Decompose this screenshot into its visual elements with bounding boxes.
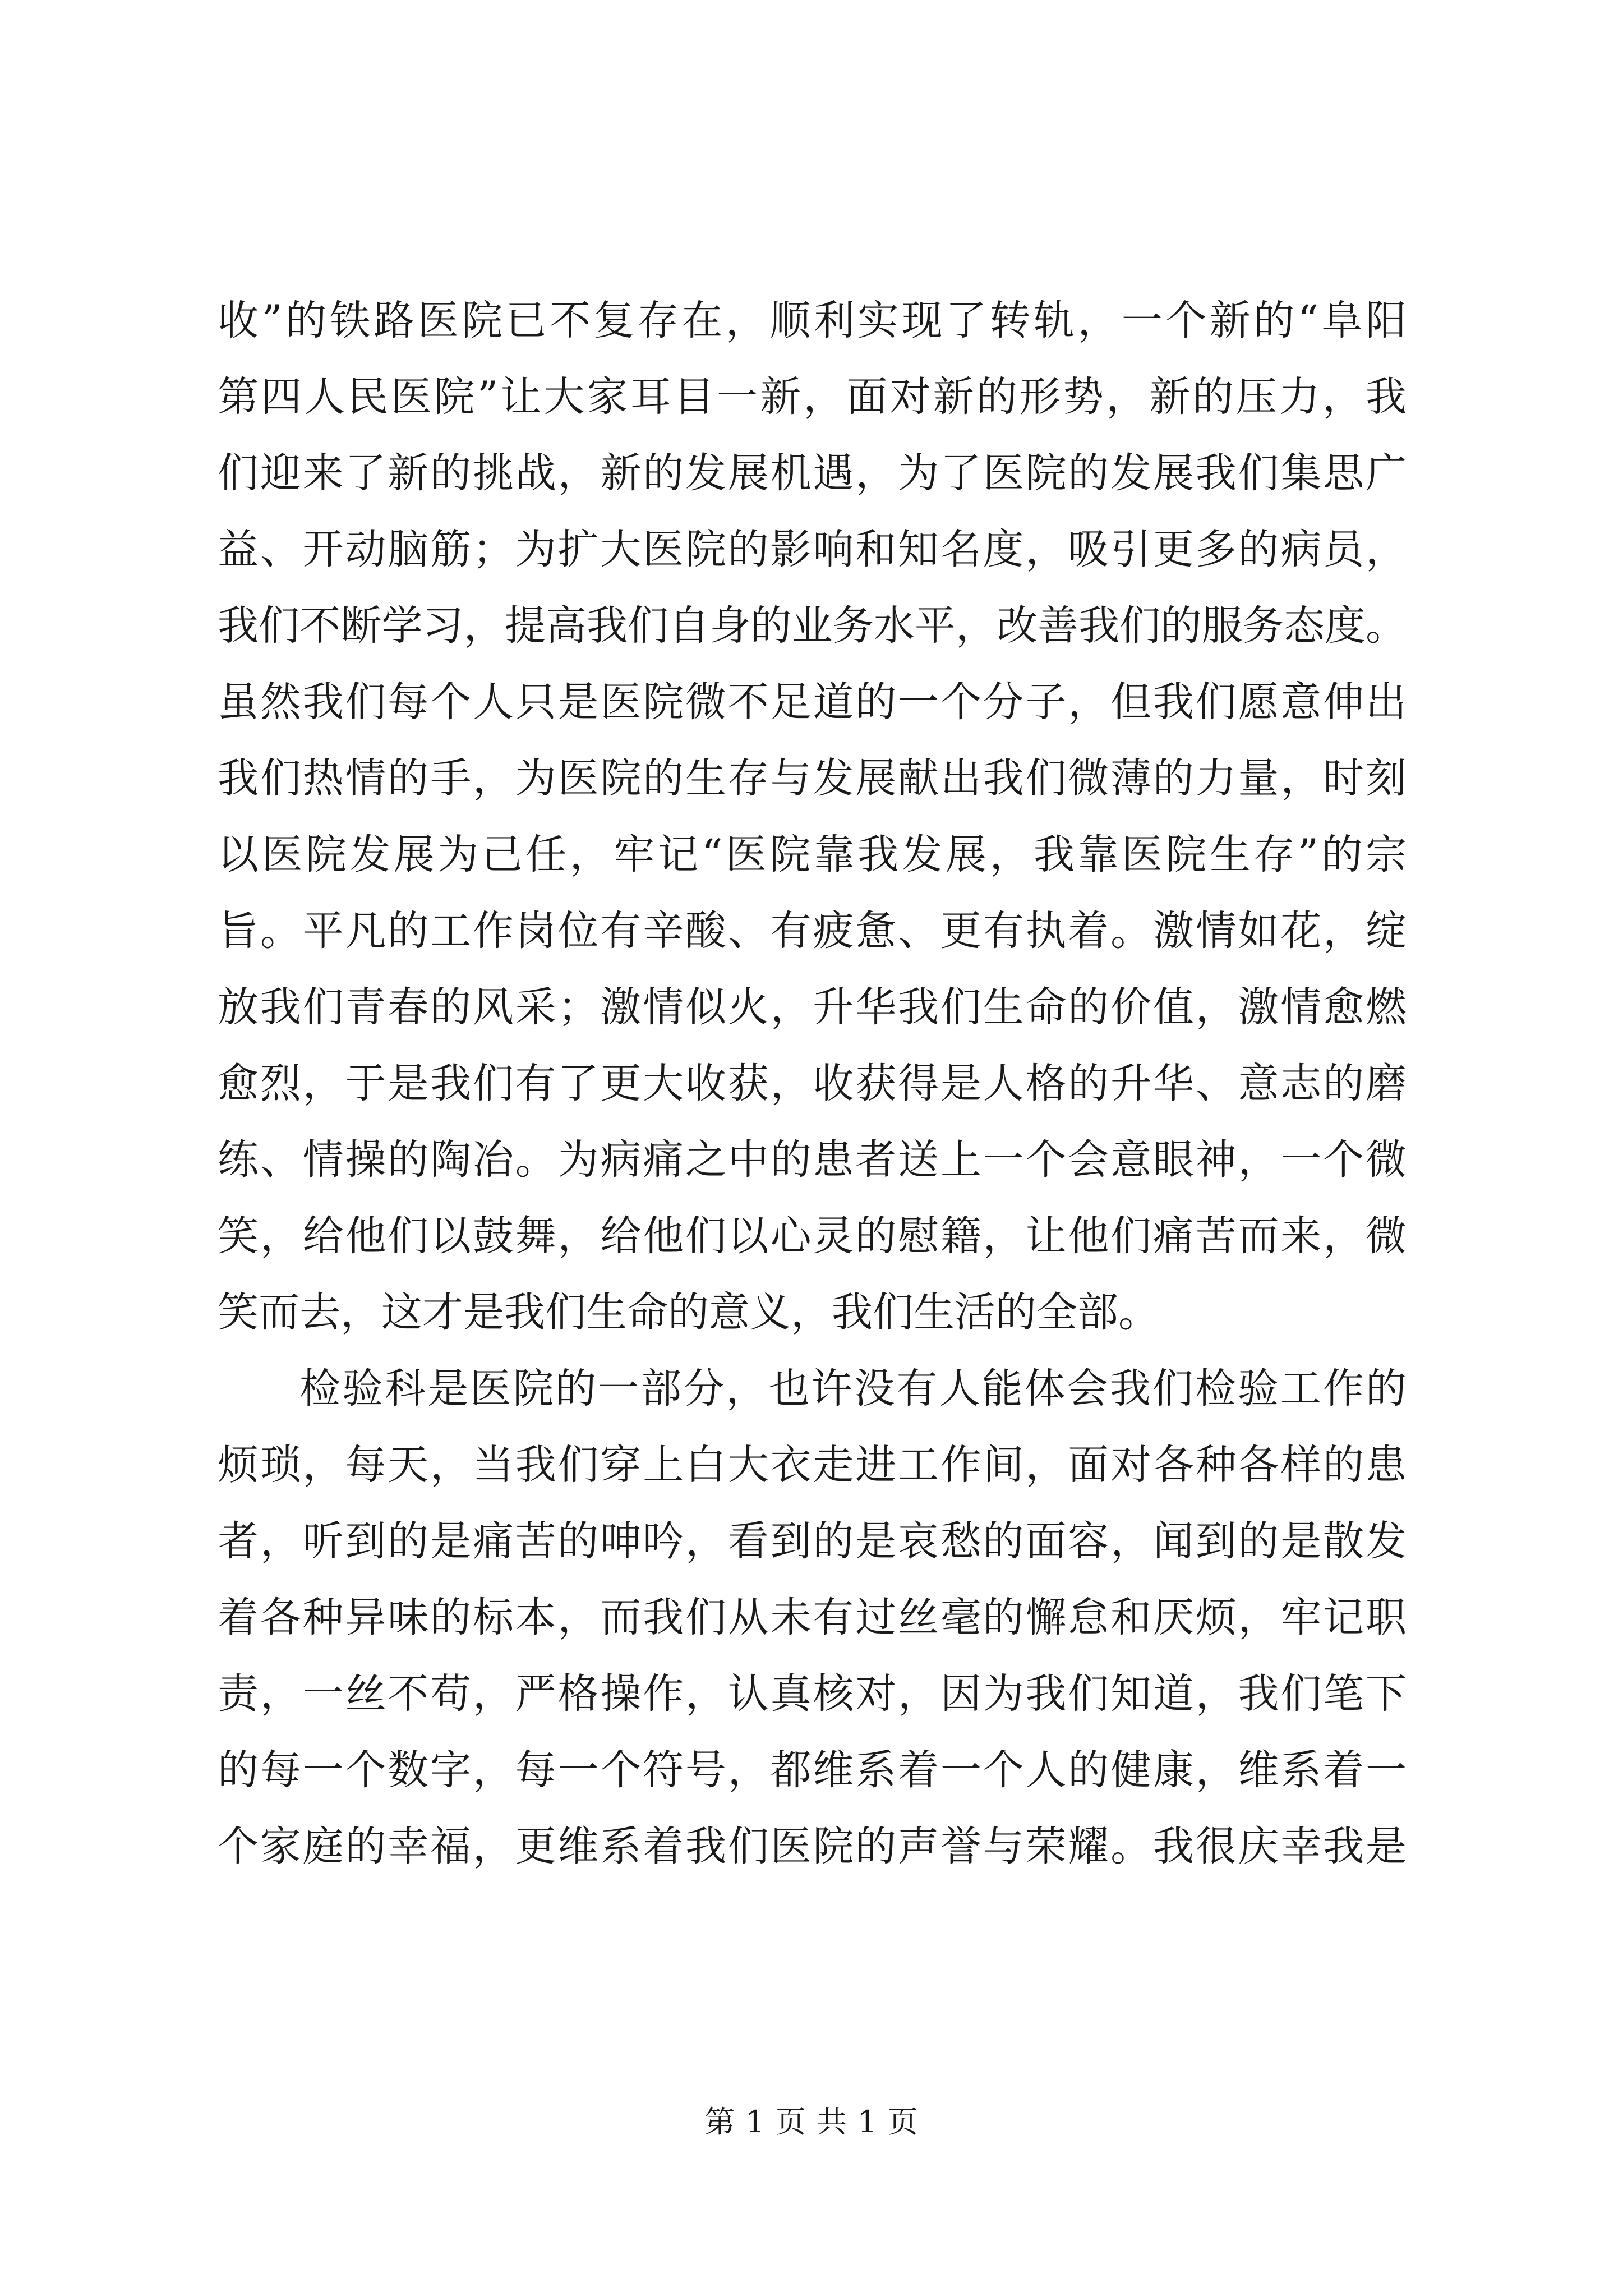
text-line: 益、开动脑筋；为扩大医院的影响和知名度，吸引更多的病员， [218, 526, 1407, 573]
page-number: 第 1 页 共 1 页 [704, 2104, 919, 2139]
text-line: 放我们青春的风采；激情似火，升华我们生命的价值，激情愈燃 [218, 983, 1407, 1031]
text-line: 虽然我们每个人只是医院微不足道的一个分子，但我们愿意伸出 [218, 678, 1407, 726]
text-line: 愈烈，于是我们有了更大收获，收获得是人格的升华、意志的磨 [218, 1060, 1407, 1107]
page-footer [0, 2098, 1623, 2141]
paragraph-first-line: 检验科是医院的一部分，也许没有人能体会我们检验工作的 [299, 1365, 1407, 1412]
text-line: 旨。平凡的工作岗位有辛酸、有疲惫、更有执着。激情如花，绽 [218, 907, 1407, 955]
text-line: 第四人民医院”让大家耳目一新，面对新的形势，新的压力，我 [218, 373, 1407, 421]
text-line: 我们热情的手，为医院的生存与发展献出我们微薄的力量，时刻 [218, 754, 1407, 802]
text-line: 以医院发展为己任，牢记“医院靠我发展，我靠医院生存”的宗 [218, 831, 1407, 878]
document-body [218, 283, 1407, 1885]
text-line: 们迎来了新的挑战，新的发展机遇，为了医院的发展我们集思广 [218, 449, 1407, 497]
text-line: 我们不断学习，提高我们自身的业务水平，改善我们的服务态度。 [218, 602, 1407, 650]
text-line: 责，一丝不苟，严格操作，认真核对，因为我们知道，我们笔下 [218, 1670, 1407, 1718]
text-line: 烦琐，每天，当我们穿上白大衣走进工作间，面对各种各样的患 [218, 1441, 1407, 1489]
text-line: 者，听到的是痛苦的呻吟，看到的是哀愁的面容，闻到的是散发 [218, 1517, 1407, 1565]
text-line: 个家庭的幸福，更维系着我们医院的声誉与荣耀。我很庆幸我是 [218, 1823, 1407, 1870]
text-line: 着各种异味的标本，而我们从未有过丝毫的懈怠和厌烦，牢记职 [218, 1594, 1407, 1641]
text-line: 收”的铁路医院已不复存在，顺利实现了转轨，一个新的“阜阳 [218, 297, 1407, 344]
text-line: 笑，给他们以鼓舞，给他们以心灵的慰籍，让他们痛苦而来，微 [218, 1212, 1407, 1260]
text-line: 的每一个数字，每一个符号，都维系着一个人的健康，维系着一 [218, 1746, 1407, 1794]
text-line: 练、情操的陶冶。为病痛之中的患者送上一个会意眼神，一个微 [218, 1136, 1407, 1184]
text-line: 笑而去，这才是我们生命的意义，我们生活的全部。 [218, 1289, 1159, 1336]
